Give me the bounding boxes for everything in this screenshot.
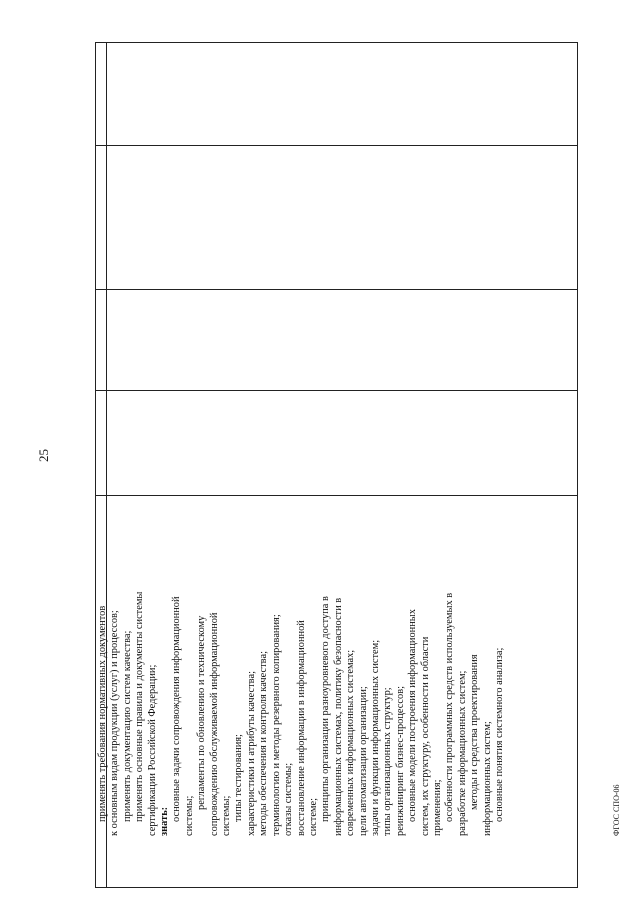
content-line: современных информационных системах; [345,649,357,836]
content-line: типы организационных структур; [382,687,394,836]
content-line: применения; [431,779,443,836]
row-divider [96,390,577,391]
row-divider [96,145,577,146]
content-line: отказы системы; [283,762,295,836]
content-line: применять требования нормативных документов [97,605,108,822]
content-line: информационных систем; [481,721,493,836]
content-line: типы тестирования; [233,734,245,822]
content-line: особенности программных средств используемых в [444,592,456,822]
content-line: регламенты по обновлению и техническому [196,615,208,810]
content-line: цели автоматизации организации; [357,686,369,836]
page-number: 25 [36,449,51,462]
content-line: разработке информационных систем; [456,670,468,836]
content-line: основные модели построения информационных [407,609,419,822]
content-line: системе; [307,797,319,836]
content-line: применять документацию систем качества; [121,630,133,822]
content-line: методы обеспечения и контроля качества; [258,651,270,836]
content-line: основные понятия системного анализа; [494,647,505,822]
content-line: системы; [183,795,195,836]
content-line: основные задачи сопровождения информационной [171,596,183,822]
content-line: методы и средства проектирования [469,654,481,810]
content-line: систем, их структуру, особенности и области [419,636,431,836]
content-line: системы; [221,795,233,836]
content-line: применять основные правила и документы системы [134,591,146,822]
content-line: реинжиниринг бизнес-процессов; [394,685,406,836]
row-divider [96,289,577,290]
content-line: принципы организации разноуровневого доступа в [320,596,332,822]
content-line: к основным видам продукции (услуг) и процессов; [109,610,121,836]
content-line: характеристики и атрибуты качества; [245,671,257,836]
footer-text: ФГОС СПО-06 [612,784,621,836]
content-line: сопровождению обслуживаемой информационной [208,612,220,836]
content-line: информационных системах, политику безопасности в [332,597,344,836]
content-line: восстановление информации в информационной [295,620,307,836]
content-line: знать: [159,806,171,836]
content-line: задачи и функции информационных систем; [369,639,381,836]
content-line: сертификации Российской Федерации; [146,664,158,836]
content-line: терминологию и методы резервного копирования; [270,614,282,836]
competency-content [97,496,597,840]
